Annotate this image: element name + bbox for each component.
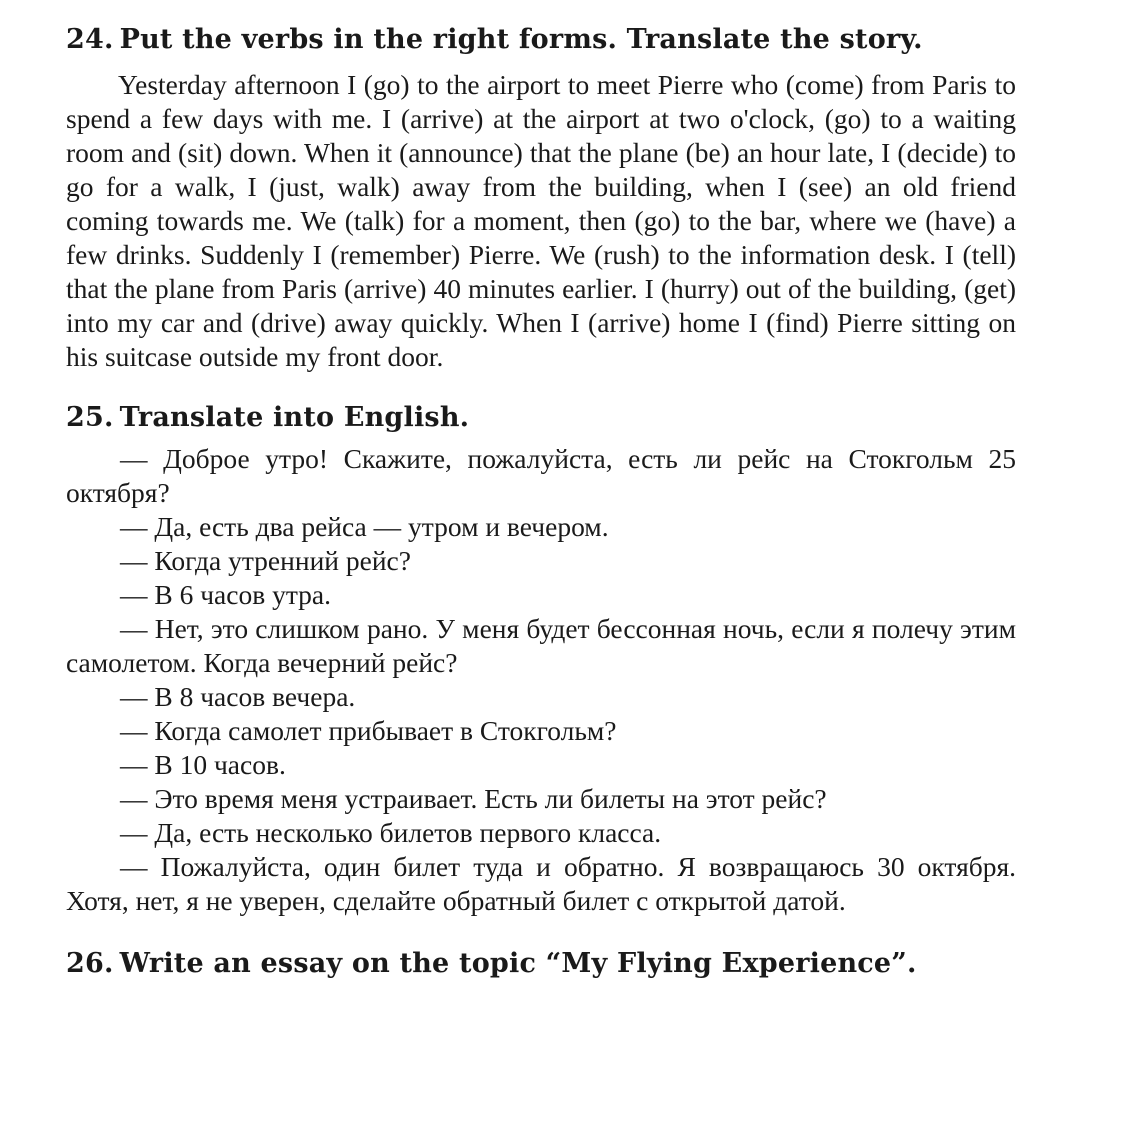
dialogue-line: — Когда утренний рейс? (120, 545, 411, 576)
dialogue-line: — В 10 часов. (120, 749, 286, 780)
exercise-26-heading (66, 946, 1016, 982)
exercise-26-title: Write an essay on the topic “My Flying Experience”. (119, 948, 917, 979)
exercise-25-number: 25. (66, 402, 114, 433)
dialogue-line: — Пожалуйста, один билет туда и обратно. Я возвращаюсь 30 октября. Хотя, нет, я не уверен, сделайте обратный билет с открытой датой. (66, 851, 1016, 916)
dialogue-line: — Да, есть два рейса — утром и вечером. (120, 511, 609, 542)
dialogue-line: — В 6 часов утра. (120, 579, 332, 610)
dialogue-line: — В 8 часов вечера. (120, 681, 356, 712)
dialogue-line: — Да, есть несколько билетов первого класса. (120, 817, 662, 848)
dialogue-line: — Нет, это слишком рано. У меня будет бессонная ночь, если я полечу этим самолетом. Когда вечерний рейс? (66, 613, 1016, 678)
exercise-25-title: Translate into English. (119, 402, 470, 433)
exercise-24-story: Yesterday afternoon I (go) to the airport to meet Pierre who (come) from Paris to spend a few days with me. I (arrive) at the airport at two o'clock, (go) to a waiting room and (sit) down. When it (announce) that the plane (be) an hour late, I (decide) to go for a walk, I (just, walk) away from the building, when I (see) an old friend coming towards me. We (talk) for a moment, then (go) to the bar, where we (have) a few drinks. Suddenly I (remember) Pierre. We (rush) to the information desk. I (tell) that the plane from Paris (arrive) 40 minutes earlier. I (hurry) out of the building, (get) into my car and (drive) away quickly. When I (arrive) home I (find) Pierre sitting on his suitcase outside my front door. (66, 69, 1016, 372)
dialogue-line: — Доброе утро! Скажите, пожалуйста, есть ли рейс на Стокгольм 25 октября? (66, 443, 1016, 508)
exercise-25-heading (66, 400, 1016, 436)
dialogue-line: — Это время меня устраивает. Есть ли билеты на этот рейс? (120, 783, 827, 814)
exercise-25-dialogue (66, 442, 1016, 918)
exercise-24-heading (66, 22, 1016, 58)
exercise-26-number: 26. (66, 948, 114, 979)
exercise-24-title: Put the verbs in the right forms. Translate the story. (119, 24, 923, 55)
exercise-24-number: 24. (66, 24, 114, 55)
dialogue-line: — Когда самолет прибывает в Стокгольм? (120, 715, 617, 746)
textbook-page (66, 18, 1016, 982)
